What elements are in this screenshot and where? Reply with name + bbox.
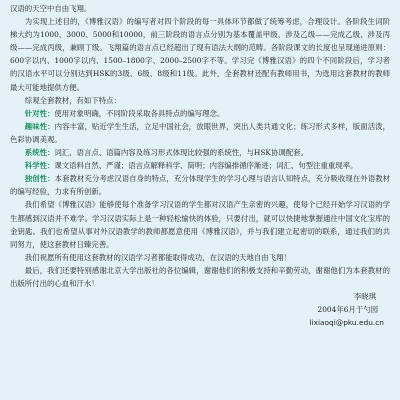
paragraph-hope: 我们希望《博雅汉语》能够使每个准备学习汉语的学生都对汉语产生亲密的兴趣，使每个已经开始学习汉语的学生都感到汉语并不难学。学习汉语实际上是一种轻松愉快的体验，只要付出，就可以快捷地掌握通往中国文化宝库的金钥匙。我们也希望从事对外汉语教学的教师都愿意使用《博雅汉语》，并与我们建立起密切的联系，通过我们的共同努力，使这套教材日臻完善。: [10, 200, 390, 249]
author-email: lixiaoqi@pku.edu.cn: [309, 318, 384, 328]
signature-date: 2004年6月于勺园: [317, 305, 378, 315]
feature-item-interest: [10, 120, 390, 146]
feature-text: 课文语料自然、严谨；语言点解释科学、简明；内容编排循序渐进；词汇、句型注重重现率。: [54, 161, 358, 171]
feature-term: 独创性：: [24, 174, 55, 184]
feature-item-systematic: [10, 146, 390, 159]
feature-item-scientific: [10, 159, 390, 172]
feature-term: 针对性：: [24, 108, 55, 118]
feature-text: 本套教材充分考虑汉语自身的特点，充分体现学生的学习心理与语言认知特点，充分吸收现在外语教材的编写经验，力求有所创新。: [10, 174, 390, 197]
feature-item-original: [10, 172, 390, 198]
feature-text: 内容丰富，贴近学生生活，立足中国社会，放眼世界，突出人类共通文化；练习形式多样，版面活泼，色彩协调美观。: [10, 121, 390, 144]
feature-term: 科学性：: [24, 161, 55, 171]
feature-term: 系统性：: [24, 148, 55, 158]
feature-text: 词汇、语言点、语篇内容及练习形式体现比较强的系统性，与HSK协调配套。: [54, 148, 308, 158]
paragraph-features-lead: 综观全套教材，有如下特点：: [24, 95, 121, 105]
paragraph-design: 为实现上述目的，《博雅汉语》的编写者对四个阶段的每一具体环节都做了统筹考虑，合理设计。各阶段生词阶梯大约为1000、3000、5000和10000，前三阶段的语言点分别为基本覆盖甲级、涉及乙级——完成乙级、涉及丙级——完成丙级，兼顾丁级。飞翔篇的语言点已经超出了现有语法大纲的范畴。各阶段课文的长度也呈现递进原则：600字以内、1000字以内、1500–1800字、2000–2500字不等。学习完《博雅汉语》的四个不同阶段后，学习者的汉语水平可以分别达到HSK的3级、6级、8级和11级。此外，全套教材还配有教师用书，为选用这套教材的教师最大可能地提供方便。: [10, 17, 390, 92]
feature-item-targeted: [10, 107, 390, 120]
paragraph-thanks: 最后，我们还要特别感谢北京大学出版社的各位编辑，谢谢他们的积极支持和辛勤劳动，谢谢他们为本套教材的出版所付出的心血和汗水！: [10, 265, 390, 288]
paragraph-intro-tail: 汉语的天空中自由飞翔。: [10, 4, 92, 13]
paragraph-wish: 我们祝愿所有使用这套教材的汉语学习者都能取得成功，在汉语的天地自由飞翔！: [24, 252, 291, 262]
feature-term: 趣味性：: [24, 121, 55, 131]
feature-text: 使用对象明确，不同阶段采取各具特点的编写理念。: [54, 108, 225, 118]
author-name: 李晓琪: [353, 292, 376, 302]
